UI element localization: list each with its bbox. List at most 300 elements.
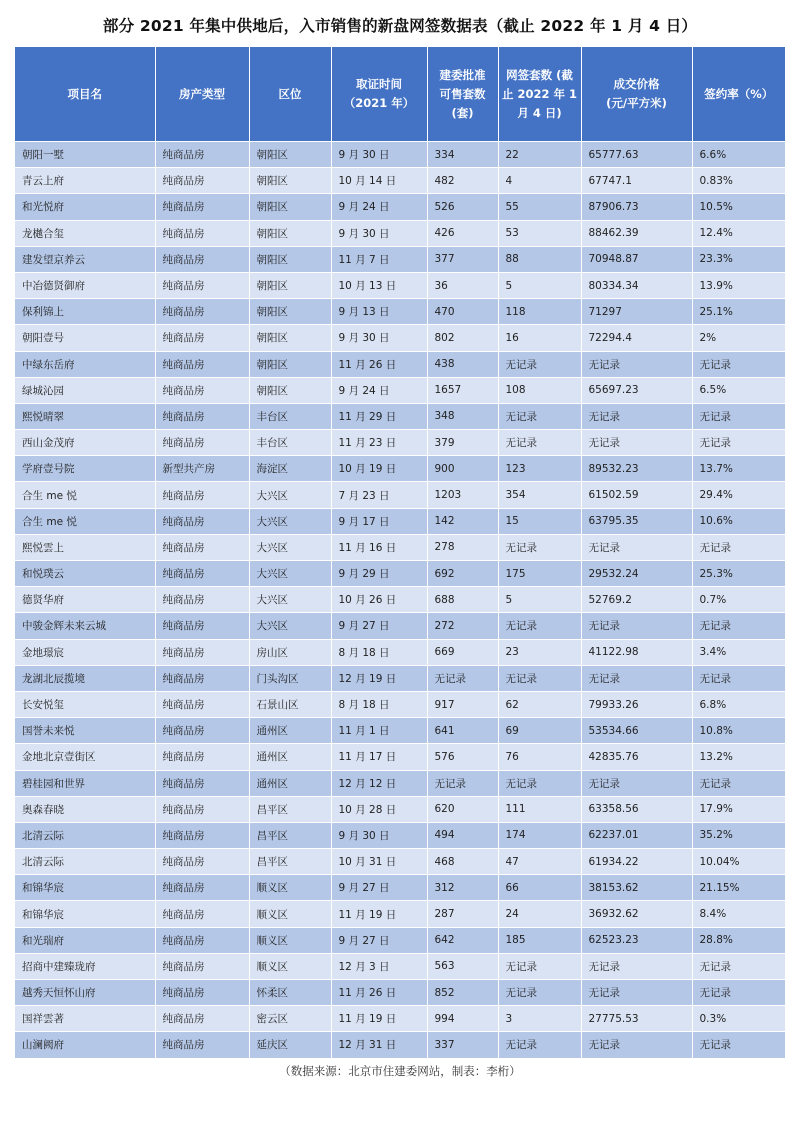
property-type-cell: 纯商品房 [155,980,249,1006]
district-cell: 朝阳区 [249,220,331,246]
property-type-cell: 纯商品房 [155,1006,249,1032]
approved-units-cell: 468 [427,849,498,875]
approved-units-cell: 1203 [427,482,498,508]
price-cell: 41122.98 [581,639,692,665]
permit-date-cell: 11 月 17 日 [331,744,427,770]
signed-units-cell: 无记录 [498,613,581,639]
price-cell: 27775.53 [581,1006,692,1032]
price-cell: 88462.39 [581,220,692,246]
price-cell: 38153.62 [581,875,692,901]
signed-units-cell: 5 [498,587,581,613]
signed-units-cell: 无记录 [498,403,581,429]
approved-units-cell: 494 [427,822,498,848]
approved-units-cell: 620 [427,796,498,822]
price-cell: 无记录 [581,953,692,979]
signed-units-cell: 无记录 [498,351,581,377]
approved-units-cell: 900 [427,456,498,482]
table-row [15,561,785,587]
project-name-cell: 学府壹号院 [15,456,155,482]
permit-date-cell: 11 月 19 日 [331,1006,427,1032]
approved-units-cell: 337 [427,1032,498,1058]
approved-units-cell: 852 [427,980,498,1006]
permit-date-cell: 10 月 13 日 [331,272,427,298]
signing-rate-cell: 28.8% [692,927,785,953]
permit-date-cell: 11 月 26 日 [331,351,427,377]
signed-units-cell: 24 [498,901,581,927]
property-type-cell: 新型共产房 [155,456,249,482]
project-name-cell: 和光瑞府 [15,927,155,953]
district-cell: 朝阳区 [249,325,331,351]
property-type-cell: 纯商品房 [155,430,249,456]
approved-units-cell: 142 [427,508,498,534]
approved-units-cell: 994 [427,1006,498,1032]
project-name-cell: 国祥雲著 [15,1006,155,1032]
project-name-cell: 龙樾合玺 [15,220,155,246]
project-name-cell: 建发望京养云 [15,246,155,272]
permit-date-cell: 10 月 14 日 [331,168,427,194]
signing-rate-cell: 12.4% [692,220,785,246]
district-cell: 房山区 [249,639,331,665]
approved-units-cell: 563 [427,953,498,979]
project-name-cell: 西山金茂府 [15,430,155,456]
district-cell: 朝阳区 [249,194,331,220]
price-cell: 61502.59 [581,482,692,508]
signing-rate-cell: 无记录 [692,980,785,1006]
price-cell: 62237.01 [581,822,692,848]
permit-date-cell: 9 月 17 日 [331,508,427,534]
signing-rate-cell: 0.3% [692,1006,785,1032]
signing-rate-cell: 29.4% [692,482,785,508]
permit-date-cell: 10 月 26 日 [331,587,427,613]
approved-units-cell: 470 [427,299,498,325]
approved-units-cell: 641 [427,718,498,744]
district-cell: 顺义区 [249,953,331,979]
permit-date-cell: 11 月 7 日 [331,246,427,272]
header-approved-units: 建委批准 可售套数 (套) [427,47,498,142]
approved-units-cell: 802 [427,325,498,351]
permit-date-cell: 10 月 28 日 [331,796,427,822]
district-cell: 通州区 [249,770,331,796]
table-row [15,534,785,560]
table-row [15,770,785,796]
signing-rate-cell: 无记录 [692,953,785,979]
signed-units-cell: 118 [498,299,581,325]
header-signed-units: 网签套数 (截 止 2022 年 1 月 4 日) [498,47,581,142]
property-type-cell: 纯商品房 [155,901,249,927]
table-row [15,1032,785,1058]
district-cell: 朝阳区 [249,272,331,298]
project-name-cell: 德贤华府 [15,587,155,613]
property-type-cell: 纯商品房 [155,953,249,979]
price-cell: 36932.62 [581,901,692,927]
signing-rate-cell: 10.8% [692,718,785,744]
signed-units-cell: 174 [498,822,581,848]
approved-units-cell: 无记录 [427,770,498,796]
signed-units-cell: 66 [498,875,581,901]
table-header-row [15,47,785,142]
property-type-cell: 纯商品房 [155,587,249,613]
signed-units-cell: 15 [498,508,581,534]
approved-units-cell: 无记录 [427,665,498,691]
signing-rate-cell: 6.6% [692,142,785,168]
header-price: 成交价格 (元/平方米) [581,47,692,142]
signing-rate-cell: 8.4% [692,901,785,927]
signing-rate-cell: 无记录 [692,770,785,796]
property-type-cell: 纯商品房 [155,639,249,665]
table-row [15,691,785,717]
signed-units-cell: 无记录 [498,534,581,560]
district-cell: 海淀区 [249,456,331,482]
table-row [15,901,785,927]
project-name-cell: 中绿东岳府 [15,351,155,377]
permit-date-cell: 8 月 18 日 [331,639,427,665]
approved-units-cell: 482 [427,168,498,194]
district-cell: 朝阳区 [249,299,331,325]
signing-rate-cell: 25.1% [692,299,785,325]
signed-units-cell: 53 [498,220,581,246]
approved-units-cell: 426 [427,220,498,246]
district-cell: 顺义区 [249,901,331,927]
price-cell: 无记录 [581,403,692,429]
table-row [15,508,785,534]
price-cell: 72294.4 [581,325,692,351]
project-name-cell: 金地璟宸 [15,639,155,665]
district-cell: 大兴区 [249,613,331,639]
table-row [15,482,785,508]
signed-units-cell: 175 [498,561,581,587]
signing-rate-cell: 35.2% [692,822,785,848]
signed-units-cell: 3 [498,1006,581,1032]
property-type-cell: 纯商品房 [155,534,249,560]
approved-units-cell: 526 [427,194,498,220]
signed-units-cell: 无记录 [498,1032,581,1058]
property-type-cell: 纯商品房 [155,691,249,717]
price-cell: 87906.73 [581,194,692,220]
signed-units-cell: 无记录 [498,770,581,796]
permit-date-cell: 12 月 12 日 [331,770,427,796]
project-name-cell: 保利锦上 [15,299,155,325]
signing-rate-cell: 6.8% [692,691,785,717]
signing-rate-cell: 无记录 [692,613,785,639]
price-cell: 67747.1 [581,168,692,194]
approved-units-cell: 1657 [427,377,498,403]
project-name-cell: 奥森春晓 [15,796,155,822]
price-cell: 29532.24 [581,561,692,587]
signed-units-cell: 62 [498,691,581,717]
permit-date-cell: 9 月 27 日 [331,613,427,639]
permit-date-cell: 8 月 18 日 [331,691,427,717]
price-cell: 53534.66 [581,718,692,744]
project-name-cell: 中冶德贤御府 [15,272,155,298]
district-cell: 顺义区 [249,875,331,901]
table-row [15,849,785,875]
table-row [15,613,785,639]
property-type-cell: 纯商品房 [155,849,249,875]
permit-date-cell: 7 月 23 日 [331,482,427,508]
signing-rate-cell: 10.5% [692,194,785,220]
project-name-cell: 越秀天恒怀山府 [15,980,155,1006]
table-row [15,220,785,246]
signed-units-cell: 123 [498,456,581,482]
district-cell: 大兴区 [249,587,331,613]
price-cell: 无记录 [581,665,692,691]
district-cell: 门头沟区 [249,665,331,691]
price-cell: 无记录 [581,980,692,1006]
signing-rate-cell: 17.9% [692,796,785,822]
table-row [15,325,785,351]
signing-rate-cell: 3.4% [692,639,785,665]
permit-date-cell: 11 月 1 日 [331,718,427,744]
district-cell: 朝阳区 [249,142,331,168]
property-type-cell: 纯商品房 [155,665,249,691]
approved-units-cell: 377 [427,246,498,272]
permit-date-cell: 9 月 30 日 [331,325,427,351]
permit-date-cell: 9 月 24 日 [331,377,427,403]
table-row [15,351,785,377]
district-cell: 大兴区 [249,561,331,587]
approved-units-cell: 36 [427,272,498,298]
approved-units-cell: 348 [427,403,498,429]
district-cell: 朝阳区 [249,168,331,194]
approved-units-cell: 692 [427,561,498,587]
table-row [15,299,785,325]
permit-date-cell: 9 月 30 日 [331,822,427,848]
price-cell: 无记录 [581,770,692,796]
project-name-cell: 和锦华宸 [15,875,155,901]
table-row [15,142,785,168]
price-cell: 65777.63 [581,142,692,168]
district-cell: 朝阳区 [249,246,331,272]
approved-units-cell: 272 [427,613,498,639]
district-cell: 大兴区 [249,534,331,560]
table-row [15,980,785,1006]
approved-units-cell: 576 [427,744,498,770]
property-type-cell: 纯商品房 [155,770,249,796]
signing-rate-cell: 无记录 [692,1032,785,1058]
approved-units-cell: 278 [427,534,498,560]
property-type-cell: 纯商品房 [155,220,249,246]
signed-units-cell: 185 [498,927,581,953]
signed-units-cell: 111 [498,796,581,822]
project-name-cell: 合生 me 悦 [15,482,155,508]
signed-units-cell: 22 [498,142,581,168]
permit-date-cell: 9 月 27 日 [331,875,427,901]
signing-rate-cell: 无记录 [692,665,785,691]
project-name-cell: 朝阳壹号 [15,325,155,351]
price-cell: 62523.23 [581,927,692,953]
signing-rate-cell: 2% [692,325,785,351]
project-name-cell: 龙湖北辰揽境 [15,665,155,691]
district-cell: 通州区 [249,744,331,770]
property-type-cell: 纯商品房 [155,561,249,587]
price-cell: 无记录 [581,351,692,377]
signing-rate-cell: 无记录 [692,534,785,560]
property-type-cell: 纯商品房 [155,351,249,377]
signing-rate-cell: 21.15% [692,875,785,901]
signing-rate-cell: 25.3% [692,561,785,587]
permit-date-cell: 10 月 19 日 [331,456,427,482]
property-type-cell: 纯商品房 [155,482,249,508]
property-type-cell: 纯商品房 [155,718,249,744]
district-cell: 大兴区 [249,508,331,534]
table-row [15,377,785,403]
district-cell: 延庆区 [249,1032,331,1058]
signing-rate-cell: 0.7% [692,587,785,613]
permit-date-cell: 9 月 30 日 [331,220,427,246]
price-cell: 63795.35 [581,508,692,534]
project-name-cell: 金地北京壹街区 [15,744,155,770]
price-cell: 79933.26 [581,691,692,717]
signed-units-cell: 354 [498,482,581,508]
signing-rate-cell: 无记录 [692,351,785,377]
permit-date-cell: 9 月 30 日 [331,142,427,168]
signed-units-cell: 无记录 [498,665,581,691]
permit-date-cell: 11 月 19 日 [331,901,427,927]
table-row [15,875,785,901]
table-row [15,639,785,665]
signed-units-cell: 4 [498,168,581,194]
property-type-cell: 纯商品房 [155,168,249,194]
project-name-cell: 长安悦玺 [15,691,155,717]
signing-rate-cell: 无记录 [692,430,785,456]
property-type-cell: 纯商品房 [155,927,249,953]
project-name-cell: 北清云际 [15,822,155,848]
signed-units-cell: 108 [498,377,581,403]
table-row [15,822,785,848]
property-type-cell: 纯商品房 [155,142,249,168]
district-cell: 怀柔区 [249,980,331,1006]
price-cell: 71297 [581,299,692,325]
project-name-cell: 青云上府 [15,168,155,194]
approved-units-cell: 334 [427,142,498,168]
header-project-name: 项目名 [15,47,155,142]
price-cell: 61934.22 [581,849,692,875]
signed-units-cell: 5 [498,272,581,298]
property-type-cell: 纯商品房 [155,508,249,534]
signing-rate-cell: 0.83% [692,168,785,194]
permit-date-cell: 11 月 29 日 [331,403,427,429]
project-name-cell: 招商中建臻珑府 [15,953,155,979]
signed-units-cell: 88 [498,246,581,272]
table-row [15,430,785,456]
permit-date-cell: 9 月 29 日 [331,561,427,587]
district-cell: 通州区 [249,718,331,744]
project-name-cell: 绿城沁园 [15,377,155,403]
table-row [15,456,785,482]
project-name-cell: 和悦璞云 [15,561,155,587]
price-cell: 80334.34 [581,272,692,298]
signed-units-cell: 55 [498,194,581,220]
project-name-cell: 碧桂园和世界 [15,770,155,796]
signing-rate-cell: 10.04% [692,849,785,875]
district-cell: 石景山区 [249,691,331,717]
district-cell: 朝阳区 [249,377,331,403]
permit-date-cell: 9 月 27 日 [331,927,427,953]
project-name-cell: 合生 me 悦 [15,508,155,534]
signed-units-cell: 69 [498,718,581,744]
page-title: 部分 2021 年集中供地后，入市销售的新盘网签数据表（截止 2022 年 1 月 4 日） [102,17,698,35]
permit-date-cell: 10 月 31 日 [331,849,427,875]
district-cell: 密云区 [249,1006,331,1032]
district-cell: 朝阳区 [249,351,331,377]
district-cell: 丰台区 [249,430,331,456]
project-name-cell: 和光悦府 [15,194,155,220]
price-cell: 无记录 [581,613,692,639]
property-type-cell: 纯商品房 [155,325,249,351]
signed-units-cell: 无记录 [498,980,581,1006]
property-type-cell: 纯商品房 [155,272,249,298]
table-row [15,744,785,770]
header-signing-rate: 签约率（%） [692,47,785,142]
project-name-cell: 和锦华宸 [15,901,155,927]
price-cell: 无记录 [581,534,692,560]
signed-units-cell: 76 [498,744,581,770]
district-cell: 昌平区 [249,796,331,822]
project-name-cell: 朝阳一墅 [15,142,155,168]
permit-date-cell: 12 月 3 日 [331,953,427,979]
property-type-cell: 纯商品房 [155,875,249,901]
signed-units-cell: 47 [498,849,581,875]
approved-units-cell: 438 [427,351,498,377]
table-row [15,168,785,194]
data-table [15,47,785,1058]
signing-rate-cell: 23.3% [692,246,785,272]
price-cell: 70948.87 [581,246,692,272]
table-row [15,796,785,822]
property-type-cell: 纯商品房 [155,822,249,848]
property-type-cell: 纯商品房 [155,796,249,822]
project-name-cell: 北清云际 [15,849,155,875]
table-row [15,246,785,272]
district-cell: 昌平区 [249,822,331,848]
property-type-cell: 纯商品房 [155,377,249,403]
approved-units-cell: 669 [427,639,498,665]
property-type-cell: 纯商品房 [155,1032,249,1058]
project-name-cell: 国誉未来悦 [15,718,155,744]
permit-date-cell: 9 月 24 日 [331,194,427,220]
price-cell: 89532.23 [581,456,692,482]
approved-units-cell: 688 [427,587,498,613]
district-cell: 顺义区 [249,927,331,953]
property-type-cell: 纯商品房 [155,246,249,272]
permit-date-cell: 11 月 23 日 [331,430,427,456]
approved-units-cell: 379 [427,430,498,456]
signed-units-cell: 无记录 [498,430,581,456]
price-cell: 无记录 [581,1032,692,1058]
price-cell: 63358.56 [581,796,692,822]
approved-units-cell: 642 [427,927,498,953]
table-row [15,718,785,744]
signing-rate-cell: 10.6% [692,508,785,534]
approved-units-cell: 917 [427,691,498,717]
signing-rate-cell: 13.2% [692,744,785,770]
permit-date-cell: 12 月 19 日 [331,665,427,691]
approved-units-cell: 287 [427,901,498,927]
table-row [15,403,785,429]
table-row [15,194,785,220]
signed-units-cell: 无记录 [498,953,581,979]
table-row [15,1006,785,1032]
permit-date-cell: 11 月 16 日 [331,534,427,560]
project-name-cell: 熙悦雲上 [15,534,155,560]
permit-date-cell: 11 月 26 日 [331,980,427,1006]
data-source-note: （数据来源：北京市住建委网站，制表：李桁） [279,1064,521,1078]
district-cell: 昌平区 [249,849,331,875]
signed-units-cell: 16 [498,325,581,351]
table-row [15,587,785,613]
header-district: 区位 [249,47,331,142]
property-type-cell: 纯商品房 [155,613,249,639]
